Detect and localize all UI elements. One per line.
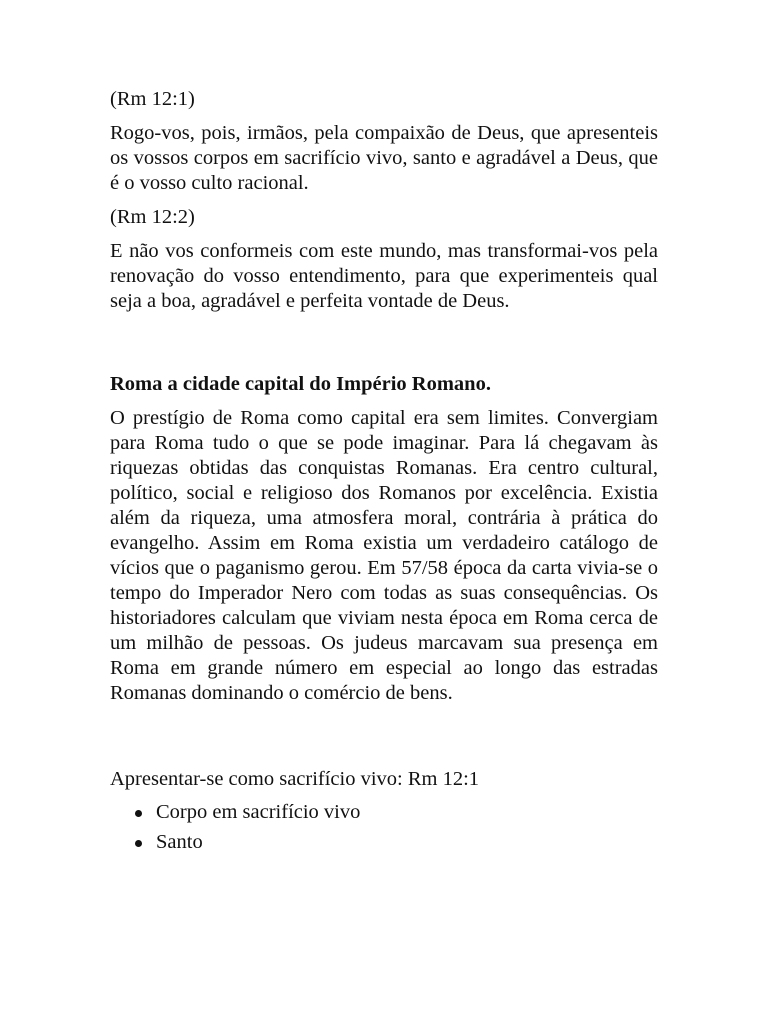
bullet-icon [135,840,142,847]
list-intro: Apresentar-se como sacrifício vivo: Rm 12:1 [110,768,480,790]
section-spacer [110,323,658,372]
verse-text: E não vos conformeis com este mundo, mas transformai-vos pela renovação do vosso entendimento, para que experimenteis qual seja a boa, agradável e perfeita vontade de Deus. [110,240,658,312]
verse-reference: (Rm 12:2) [110,206,195,228]
bullet-list [110,800,658,855]
list-item-label: Corpo em sacrifício vivo [156,801,361,823]
verse-reference: (Rm 12:1) [110,88,195,110]
list-item [110,800,658,825]
document-page [110,87,658,860]
bullet-icon [135,810,142,817]
verse-text: Rogo-vos, pois, irmãos, pela compaixão de Deus, que apresenteis os vossos corpos em sacrifício vivo, santo e agradável a Deus, que é o vosso culto racional. [110,122,658,194]
section-spacer [110,715,658,767]
section-body: O prestígio de Roma como capital era sem limites. Convergiam para Roma tudo o que se pode imaginar. Para lá chegavam às riquezas obtidas das conquistas Romanas. Era centro cultural, político, social e religioso dos Romanos por excelência. Existia além da riqueza, uma atmosfera moral, contrária à prática do evangelho. Assim em Roma existia um verdadeiro catálogo de vícios que o paganismo gerou. Em 57/58 época da carta vivia-se o tempo do Imperador Nero com todas as suas consequências. Os historiadores calculam que viviam nesta época em Roma cerca de um milhão de pessoas. Os judeus marcavam sua presença em Roma em grande número em especial ao longo das estradas Romanas dominando o comércio de bens. [110,407,658,704]
section-heading: Roma a cidade capital do Império Romano. [110,373,491,395]
list-item-label: Santo [156,831,203,853]
list-item [110,830,658,855]
